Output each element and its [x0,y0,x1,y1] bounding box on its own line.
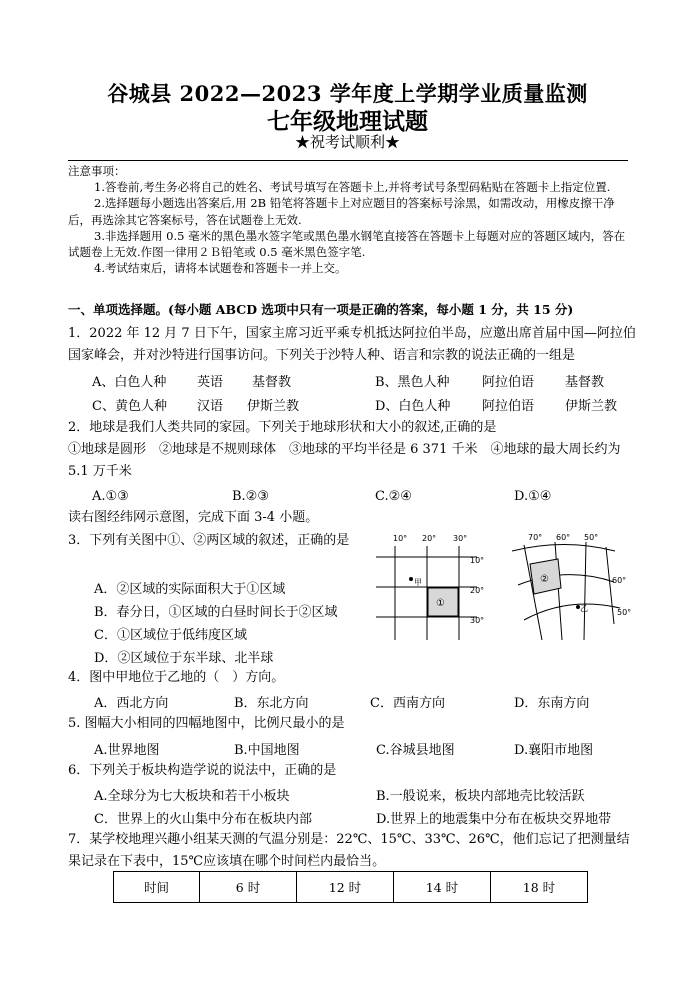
q6-option-d: D.世界上的地震集中分布在板块交界地带 [376,812,612,827]
map1-lat-label: 30° [470,616,485,625]
header-divider [68,160,628,161]
q3-stem: 3．下列有关图中①、②两区域的叙述，正确的是 [68,533,350,548]
q1-option-c-religion: 伊斯兰教 [247,399,300,414]
q2-options [92,489,632,509]
table-cell-14: 14 时 [394,872,491,903]
region-2-label: ② [540,574,549,585]
region-1-label: ① [436,598,445,609]
q1-option-a-lang: 英语 [197,375,224,390]
note-2: 2.选择题每小题选出答案后,用 2B 铅笔将答题卡上对应题目的答案标号涂黑，如需改动，用橡皮擦干净后，再选涂其它答案标号，答在试题卷上无效. [68,196,615,227]
table-row [114,872,588,903]
q7-stem: 7．某学校地理兴趣小组某天测的气温分别是：22℃、15℃、33℃、26℃，他们忘记了把测量结果记录在下表中，15℃应该填在哪个时间栏内最恰当。 [68,832,630,869]
graticule-map-2 [500,532,640,647]
point-jia-label: 甲 [414,578,422,587]
map1-lat-label: 20° [470,586,485,595]
q1-option-c: C、黄色人种 [92,399,167,414]
q2-stem: 2．地球是我们人类共同的家园。下列关于地球形状和大小的叙述,正确的是 [68,420,497,435]
q1-option-d: D、白色人种 [375,399,451,414]
q2-option-b: B.②③ [232,489,269,504]
table-cell-12: 12 时 [297,872,394,903]
q3-option-c: C．①区域位于低纬度区域 [94,628,247,643]
q2-option-a: A.①③ [92,489,129,504]
q1-stem: 1．2022 年 12 月 7 日下午，国家主席习近平乘专机抵达阿拉伯半岛，应邀出席首届中国—阿拉伯国家峰会，并对沙特进行国事访问。下列关于沙特人种、语言和宗教的说法正确的一组是 [68,326,636,363]
q3-option-b: B．春分日，①区域的白昼时间长于②区域 [94,605,338,620]
q4-option-b: B．东北方向 [234,696,309,711]
q3-option-d: D．②区域位于东半球、北半球 [94,651,274,666]
q5-option-a: A.世界地图 [94,743,160,758]
temperature-table [113,871,588,903]
exam-subject: 七年级地理试题 [267,108,428,135]
map1-lon-label: 20° [422,534,437,543]
q1-option-d-lang: 阿拉伯语 [482,399,535,414]
q4-option-c: C．西南方向 [370,696,445,711]
q5-stem: 5. 图幅大小相同的四幅地图中，比例尺最小的是 [68,716,345,731]
q3-4-lead: 读右图经纬网示意图，完成下面 3-4 小题。 [68,510,319,525]
q1-options-row1 [92,371,632,391]
q1-option-a-religion: 基督教 [252,375,292,390]
note-1: 1.答卷前,考生务必将自己的姓名、考试号填写在答题卡上,并将考试号条型码粘贴在答题卡上指定位置. [94,180,611,195]
note-4: 4.考试结束后，请将本试题卷和答题卡一并上交。 [94,261,347,276]
q2-items: ①地球是圆形 ②地球是不规则球体 ③地球的平均半径是 6 371 千米 ④地球的最大周长约为 5.1 万千米 [68,442,621,479]
q1-option-b-lang: 阿拉伯语 [482,375,535,390]
q1-option-a: A、白色人种 [92,375,167,390]
q4-stem: 4．图中甲地位于乙地的（ ）方向。 [68,670,285,685]
exam-blessing: ★祝考试顺利★ [294,133,400,151]
point-jia-marker [409,577,413,581]
q1-option-d-religion: 伊斯兰教 [565,399,618,414]
map2-lon-label: 50° [584,533,599,542]
map2-lon-label: 70° [528,533,543,542]
section-heading: 一、单项选择题。(每小题 ABCD 选项中只有一项是正确的答案，每小题 1 分，共 15 分) [68,302,574,317]
map1-lon-label: 10° [393,534,408,543]
notes-heading: 注意事项： [68,164,126,178]
q5-option-d: D.襄阳市地图 [514,743,594,758]
note-3: 3.非选择题用 0.5 毫米的黑色墨水签字笔或黑色墨水钢笔直接答在答题卡上每题对应的答题区域内，答在试题卷上无效.作图一律用２Ｂ铅笔或 0.5 毫米黑色签字笔. [68,228,626,260]
map2-lat-label: 60° [612,576,627,585]
q6-option-b: B.一般说来，板块内部地壳比较活跃 [376,789,585,804]
q6-stem: 6．下列关于板块构造学说的说法中，正确的是 [68,763,337,778]
map1-lat-label: 10° [470,556,485,565]
q4-option-a: A．西北方向 [94,696,169,711]
q1-option-c-lang: 汉语 [197,399,224,414]
q2-option-d: D.①④ [514,489,552,504]
point-yi-label: 乙 [580,604,588,613]
q5-options [94,739,634,759]
q2-option-c: C.②④ [375,489,412,504]
table-cell-18: 18 时 [491,872,588,903]
q3-option-a: A．②区域的实际面积大于①区域 [94,582,286,597]
q4-options [94,692,634,712]
notes-block [68,163,628,276]
graticule-map-1 [372,532,492,647]
q5-option-b: B.中国地图 [234,743,300,758]
table-cell-6: 6 时 [200,872,297,903]
q1-option-b: B、黑色人种 [375,375,450,390]
q6-option-c: C．世界上的火山集中分布在板块内部 [94,812,312,827]
table-header-time: 时间 [114,872,200,903]
map1-lon-label: 30° [453,534,468,543]
q1-option-b-religion: 基督教 [565,375,605,390]
q5-option-c: C.谷城县地图 [376,743,455,758]
q1-options-row2 [92,395,632,415]
map2-lon-label: 60° [556,533,571,542]
map2-lat-label: 50° [617,608,632,617]
q6-option-a: A.全球分为七大板块和若干小板块 [94,789,290,804]
q4-option-d: D．东南方向 [514,696,590,711]
exam-title: 谷城县 2022—2023 学年度上学期学业质量监测 [107,81,588,106]
